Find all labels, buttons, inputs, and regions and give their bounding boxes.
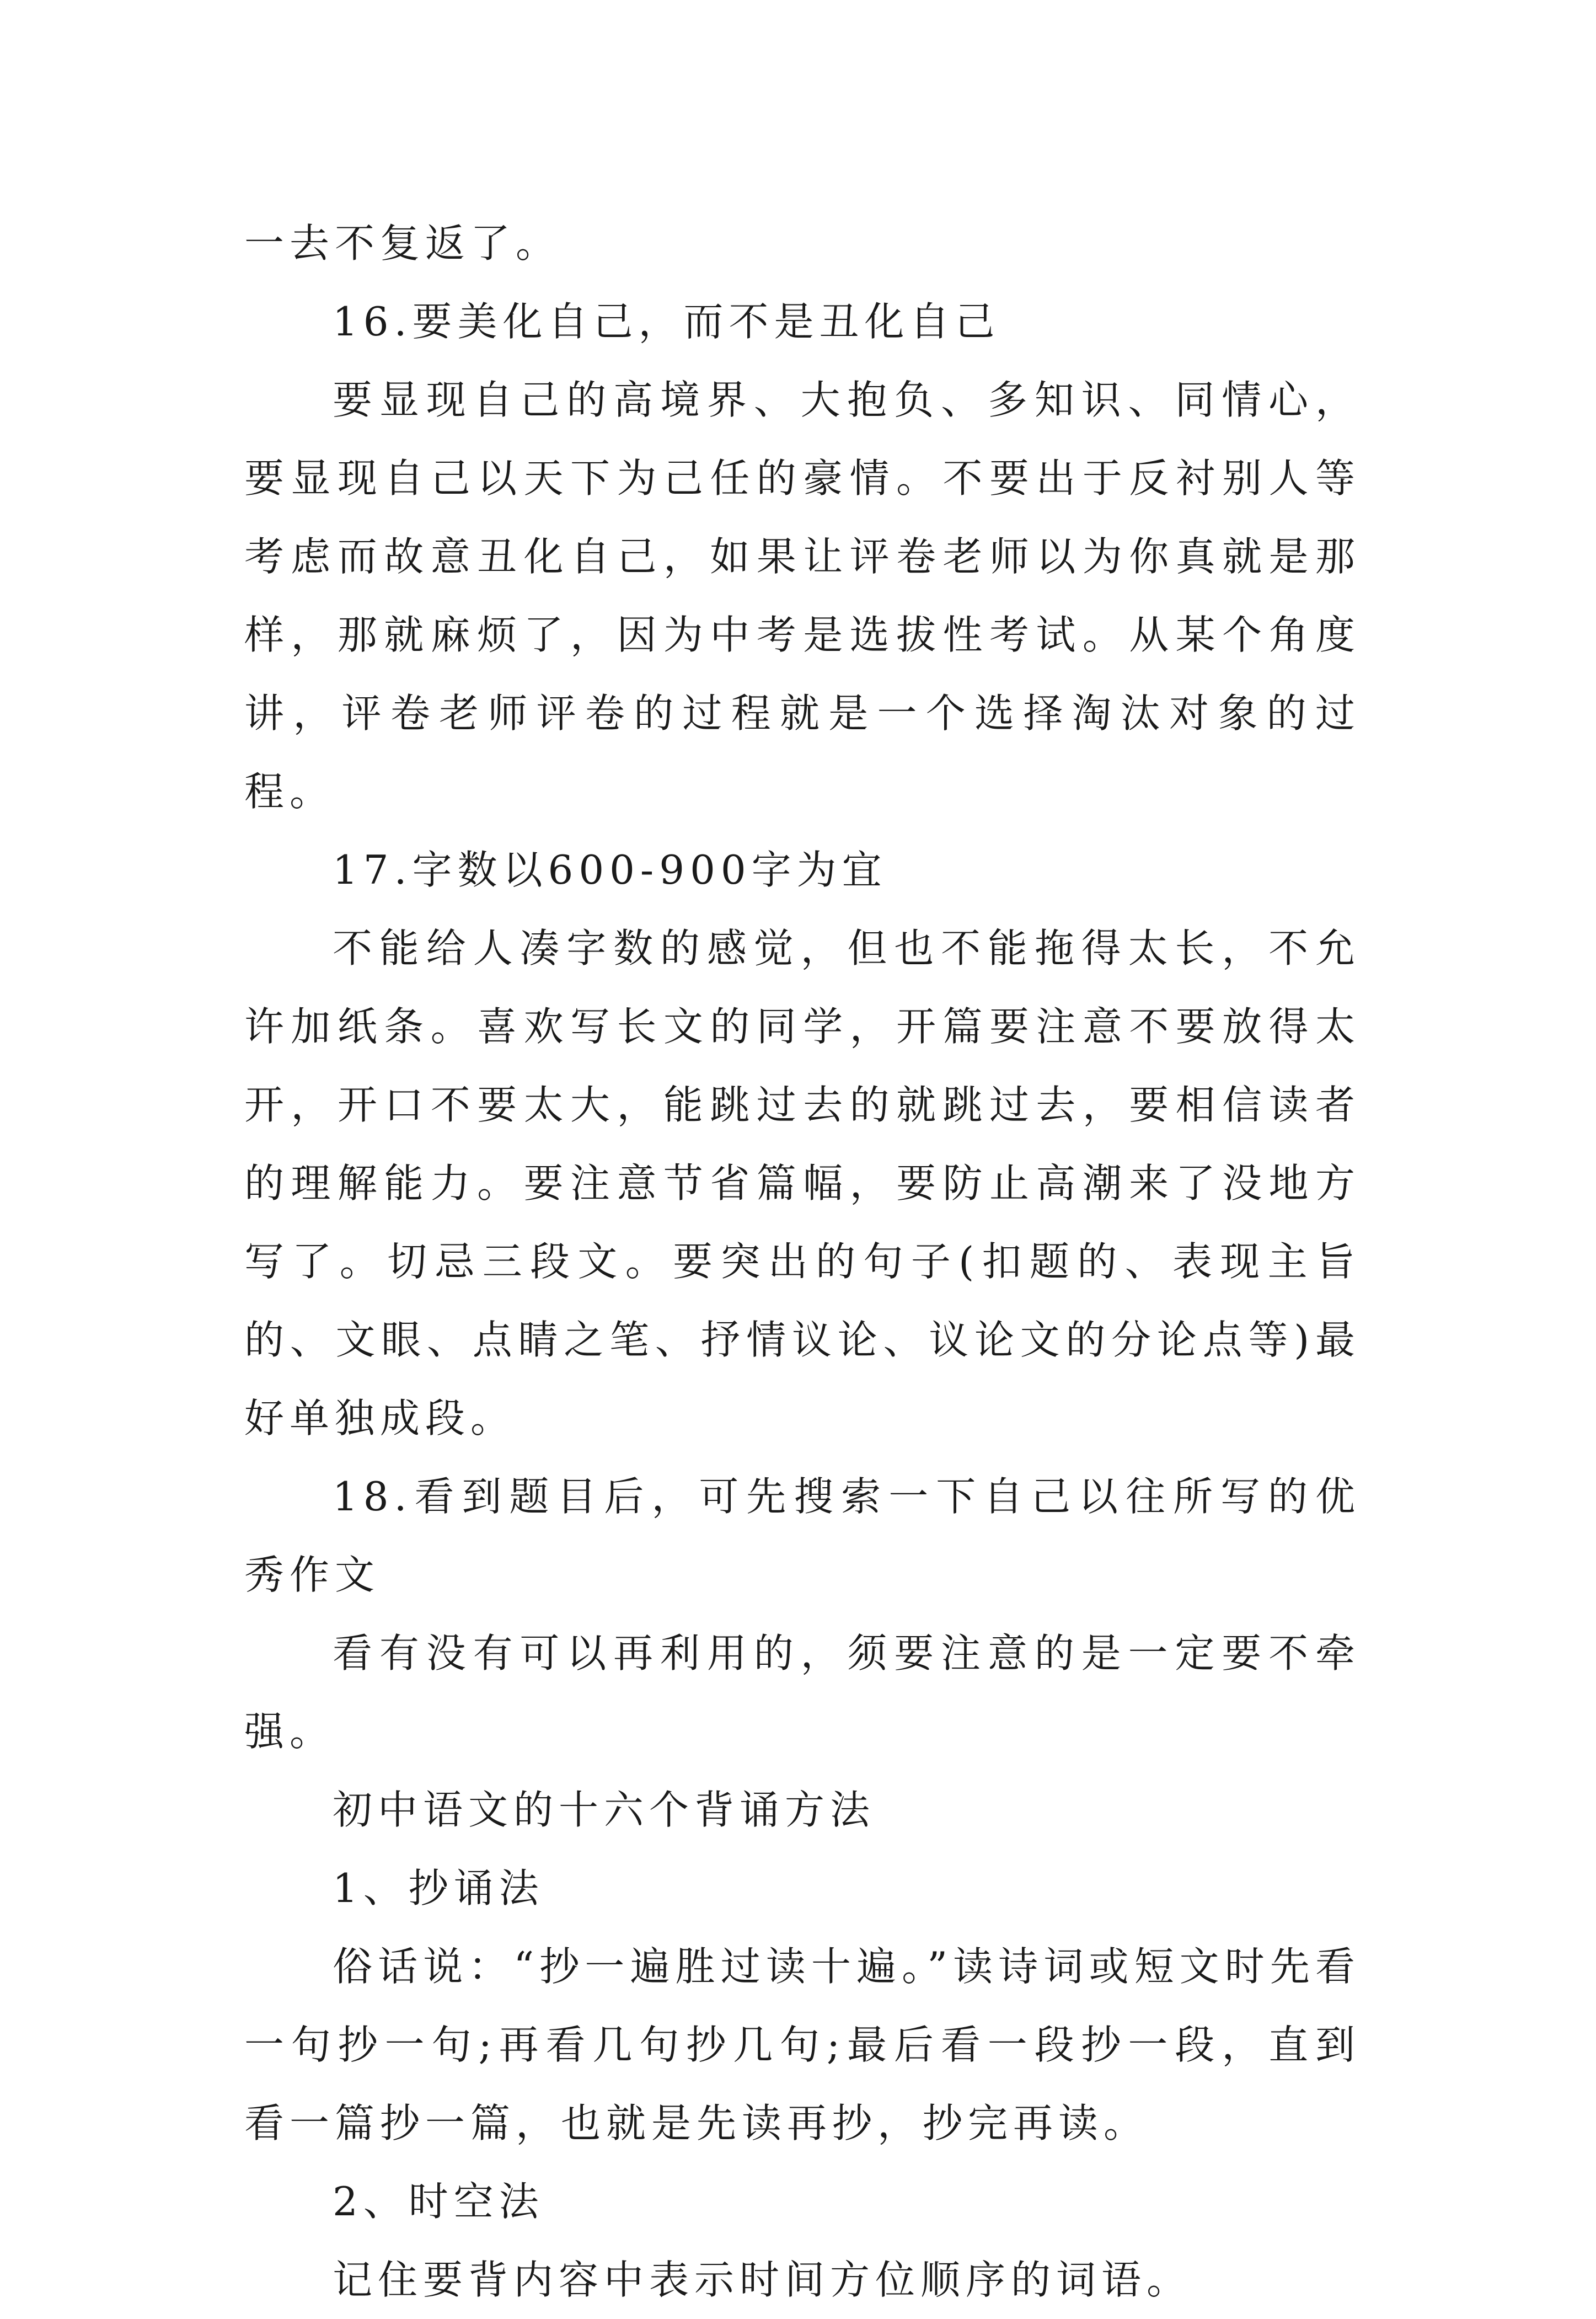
paragraph-continuation: 一去不复返了。 <box>244 220 561 266</box>
paragraph-item-18: 看有没有可以再利用的，须要注意的是一定要不牵强。 <box>244 1630 1361 1755</box>
heading-item-18: 18.看到题目后，可先搜索一下自己以往所写的优秀作文 <box>244 1473 1361 1598</box>
document-body <box>244 204 1361 2319</box>
heading-item-16: 16.要美化自己，而不是丑化自己 <box>333 298 1000 345</box>
paragraph-item-16: 要显现自己的高境界、大抱负、多知识、同情心，要显现自己以天下为己任的豪情。不要出于反衬别人等考虑而故意丑化自己，如果让评卷老师以为你真就是那样，那就麻烦了，因为中考是选拔性考试。从某个角度讲，评卷老师评卷的过程就是一个选择淘汰对象的过程。 <box>244 377 1361 815</box>
paragraph-method-2: 记住要背内容中表示时间方位顺序的词语。 <box>333 2257 1192 2303</box>
paragraph-item-17: 不能给人凑字数的感觉，但也不能拖得太长，不允许加纸条。喜欢写长文的同学，开篇要注意不要放得太开，开口不要太大，能跳过去的就跳过去，要相信读者的理解能力。要注意节省篇幅，要防止高潮来了没地方写了。切忌三段文。要突出的句子(扣题的、表现主旨的、文眼、点睛之笔、抒情议论、议论文的分论点等)最好单独成段。 <box>244 925 1361 1441</box>
paragraph-method-1: 俗话说：“抄一遍胜过读十遍。”读诗词或短文时先看一句抄一句;再看几句抄几句;最后看一段抄一段，直到看一篇抄一篇，也就是先读再抄，抄完再读。 <box>244 1943 1361 2146</box>
heading-method-1: 1、抄诵法 <box>333 1865 544 1911</box>
heading-method-2: 2、时空法 <box>333 2178 544 2225</box>
heading-item-17: 17.字数以600-900字为宜 <box>333 847 887 893</box>
section-title: 初中语文的十六个背诵方法 <box>333 1787 876 1833</box>
